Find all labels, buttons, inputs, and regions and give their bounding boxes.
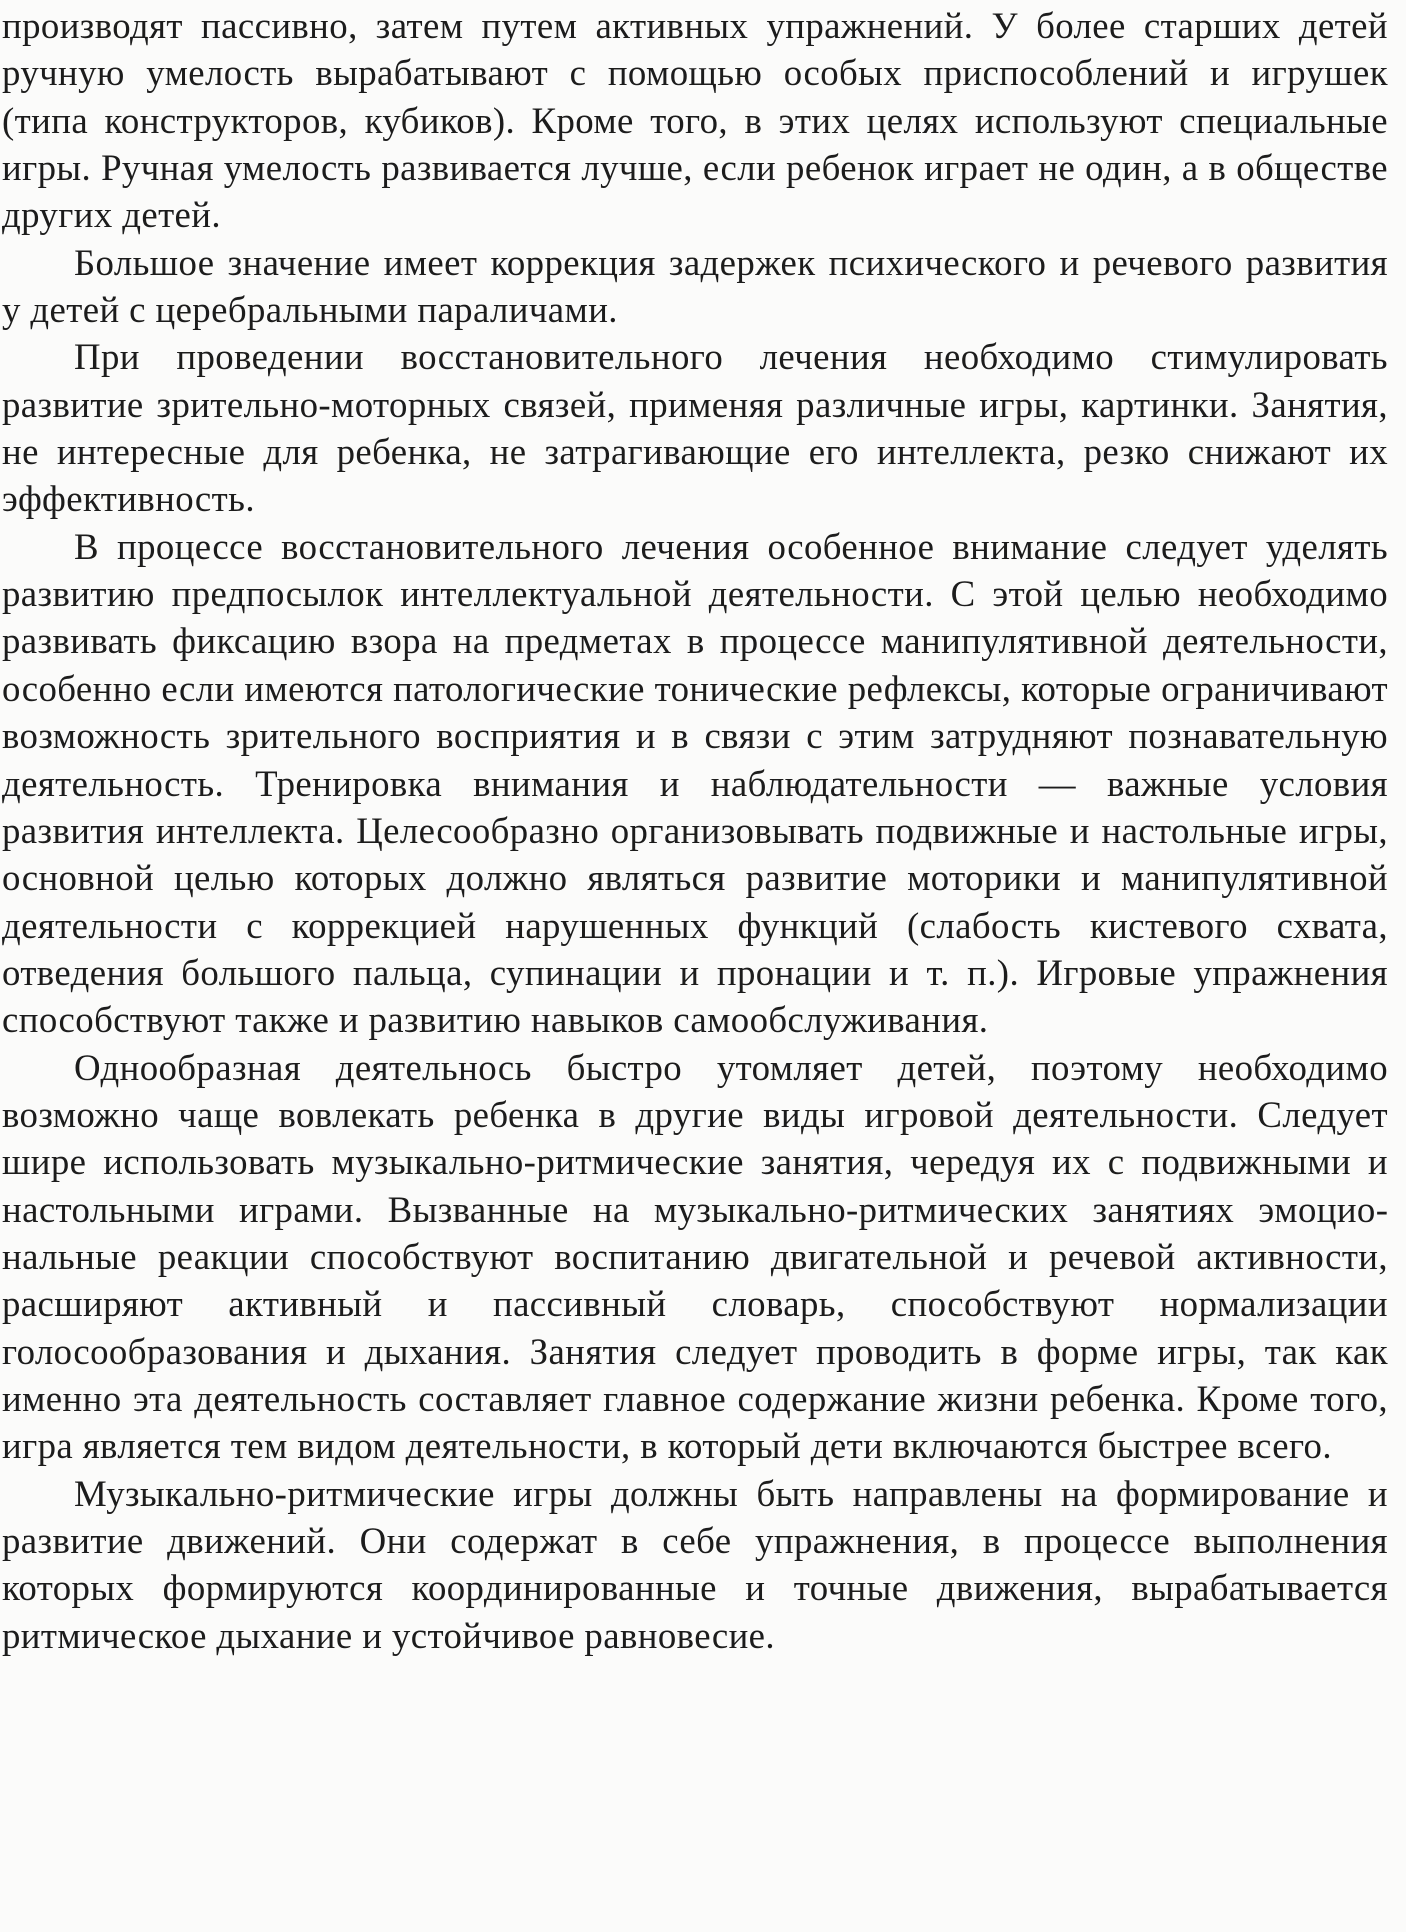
paragraph-2: Большое значение имеет коррекция задержек психического и речевого развития у детей с церебральными параличами. [2,241,1388,331]
paragraph-3: При проведении восстановительного лечения необходимо стимулировать развитие зрительно-моторных связей, применяя различные игры, картинки. Занятия, не интересные для ребенка, не затрагивающие его интеллекта, резко снижают их эффективность. [2,336,1388,520]
paragraph-6: Музыкально-ритмические игры должны быть направлены на формирование и развитие движений. Они содержат в себе упражнения, в процессе выполнения которых формируются координированные и точные движения, вырабатывается ритмическое дыхание и устойчивое равновесие. [2,1472,1388,1656]
body-text [2,2,1388,1659]
paragraph-5: Однообразная деятельнось быстро утомляет детей, поэтому необходимо возможно чаще вовлекать ребенка в другие виды игровой деятельности. Следует шире использовать музыкально-ритмические занятия, чередуя их с подвижными и настольными играми. Вызванные на музыкально-ритмических занятиях эмоциональные реакции способствуют воспитанию двигательной и речевой активности, расширяют активный и пассивный словарь, способствуют нормализации голосообразования и дыхания. Занятия следует проводить в форме игры, так как именно эта деятельность составляет главное содержание жизни ребенка. Кроме того, игра является тем видом деятельности, в который дети включаются быстрее всего. [2,1046,1388,1467]
paragraph-4: В процессе восстановительного лечения особенное внимание следует уделять развитию предпосылок интеллектуальной деятельности. С этой целью необходимо развивать фиксацию взора на предметах в процессе манипулятивной деятельности, особенно если имеются патологические тонические рефлексы, которые ограничивают возможность зрительного восприятия и в связи с этим затрудняют познавательную деятельность. Тренировка внимания и наблюдательности — важные условия развития интеллекта. Целесообразно организовывать подвижные и настольные игры, основной целью которых должно являться развитие моторики и манипулятивной деятельности с коррекцией нарушенных функций (слабость кистевого схвата, отведения большого пальца, супинации и пронации и т. п.). Игровые упражнения способствуют также и развитию навыков самообслуживания. [2,525,1388,1041]
paragraph-1: производят пассивно, затем путем активных упражнений. У более старших детей ручную умелость вырабатывают с помощью особых приспособлений и игрушек (типа конструкторов, кубиков). Кроме того, в этих целях используют специальные игры. Ручная умелость развивается лучше, если ребенок играет не один, а в обществе других детей. [2,5,1388,236]
